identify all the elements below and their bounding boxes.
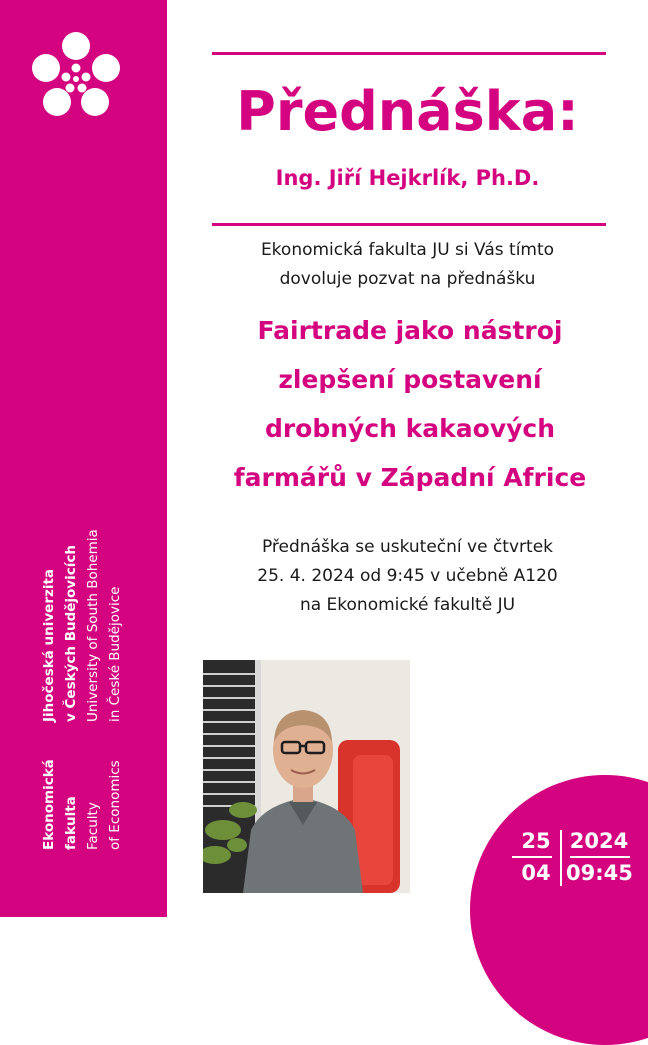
topic-line: Fairtrade jako nástroj — [257, 316, 563, 345]
university-name-cz-2: v Českých Budějovicích — [63, 545, 79, 722]
middle-divider — [212, 223, 606, 226]
details-line: Přednáška se uskuteční ve čtvrtek — [261, 537, 553, 557]
faculty-name-en-2: of Economics — [107, 760, 123, 850]
date-badge — [470, 775, 648, 1045]
university-name-en-2: in České Budějovice — [107, 586, 123, 722]
invitation-line: dovoluje pozvat na přednášku — [279, 269, 536, 289]
sidebar-band — [0, 0, 167, 917]
university-name-en-1: University of South Bohemia — [85, 529, 101, 722]
page-title: Přednáška: — [236, 80, 579, 143]
topic-line: zlepšení postavení — [278, 365, 542, 394]
date-month: 04 — [521, 861, 551, 885]
date-divider-horizontal — [570, 856, 630, 858]
invitation-text — [167, 236, 648, 294]
speaker-photo-illustration — [203, 660, 410, 893]
top-divider — [212, 52, 606, 55]
university-name-cz-1: Jihočeská univerzita — [41, 568, 57, 722]
speaker-photo — [203, 660, 410, 893]
date-divider-vertical — [560, 830, 562, 886]
university-name — [38, 529, 126, 722]
date-divider-horizontal — [512, 856, 552, 858]
faculty-name — [38, 759, 126, 850]
university-logo-icon — [26, 30, 126, 120]
invitation-line: Ekonomická fakulta JU si Vás tímto — [260, 240, 555, 260]
details-line: 25. 4. 2024 od 9:45 v učebně A120 — [257, 566, 558, 586]
details-line: na Ekonomické fakultě JU — [299, 595, 516, 615]
faculty-name-en-1: Faculty — [85, 802, 101, 850]
event-details — [167, 533, 648, 620]
date-year: 2024 — [569, 829, 629, 853]
faculty-name-cz-1: Ekonomická — [41, 759, 57, 850]
lecture-topic — [180, 306, 640, 502]
date-day: 25 — [521, 829, 551, 853]
faculty-name-cz-2: fakulta — [63, 796, 79, 850]
speaker-name: Ing. Jiří Hejkrlík, Ph.D. — [275, 166, 540, 190]
topic-line: farmářů v Západní Africe — [233, 463, 587, 492]
topic-line: drobných kakaových — [264, 414, 556, 443]
event-time: 09:45 — [566, 861, 633, 885]
